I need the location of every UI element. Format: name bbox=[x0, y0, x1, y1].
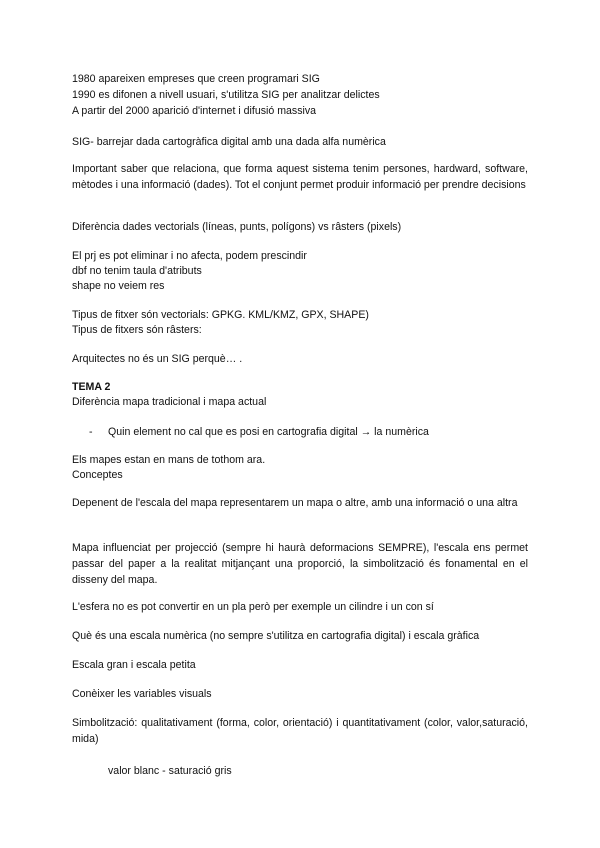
text-line: Diferència dades vectorials (líneas, punts, polígons) vs râsters (pixels) bbox=[72, 221, 402, 233]
bullet-item: Quin element no cal que es posi en cartografia digital → la numèrica bbox=[108, 426, 429, 438]
text-line: 1990 es difonen a nivell usuari, s'utilitza SIG per analitzar delictes bbox=[72, 89, 380, 101]
text-line: Què és una escala numèrica (no sempre s'utilitza en cartografia digital) i escala gràfica bbox=[72, 630, 480, 642]
text-line: El prj es pot eliminar i no afecta, podem prescindir bbox=[72, 250, 307, 262]
text-line: L'esfera no es pot convertir en un pla però per exemple un cilindre i un con sí bbox=[72, 601, 434, 613]
text-line: SIG- barrejar dada cartogràfica digital amb una dada alfa numèrica bbox=[72, 136, 386, 148]
text-line: Diferència mapa tradicional i mapa actual bbox=[72, 396, 267, 408]
paragraph: Simbolització: qualitativament (forma, color, orientació) i quantitativament (color, valor,saturació, mida) bbox=[72, 717, 528, 746]
indented-text-line: valor blanc - saturació gris bbox=[108, 765, 232, 777]
text-line: 1980 apareixen empreses que creen programari SIG bbox=[72, 73, 320, 85]
text-line: Conceptes bbox=[72, 469, 123, 481]
paragraph: Important saber que relaciona, que forma aquest sistema tenim persones, hardward, software, mètodes i una informació (dades). Tot el conjunt permet produir informació per prendre decisions bbox=[72, 163, 528, 192]
bullet-dash: - bbox=[89, 426, 93, 438]
section-heading: TEMA 2 bbox=[72, 381, 111, 393]
text-line: dbf no tenim taula d'atributs bbox=[72, 265, 202, 277]
text-line: Tipus de fitxer són vectorials: GPKG. KML/KMZ, GPX, SHAPE) bbox=[72, 309, 369, 321]
paragraph: Depenent de l'escala del mapa representarem un mapa o altre, amb una informació o una altra bbox=[72, 497, 518, 509]
text-line: Tipus de fitxers són râsters: bbox=[72, 324, 202, 336]
text-line: Escala gran i escala petita bbox=[72, 659, 196, 671]
paragraph: Mapa influenciat per projecció (sempre hi haurà deformacions SEMPRE), l'escala ens permet passar del paper a la realitat mitjançant una proporció, la simbolització és fonamental en el disseny del mapa. bbox=[72, 542, 528, 587]
text-line: Els mapes estan en mans de tothom ara. bbox=[72, 454, 266, 466]
text-line: A partir del 2000 aparició d'internet i difusió massiva bbox=[72, 105, 317, 117]
text-line: Arquitectes no és un SIG perquè… . bbox=[72, 353, 243, 365]
text-line: Conèixer les variables visuals bbox=[72, 688, 212, 700]
text-line: shape no veiem res bbox=[72, 280, 165, 292]
